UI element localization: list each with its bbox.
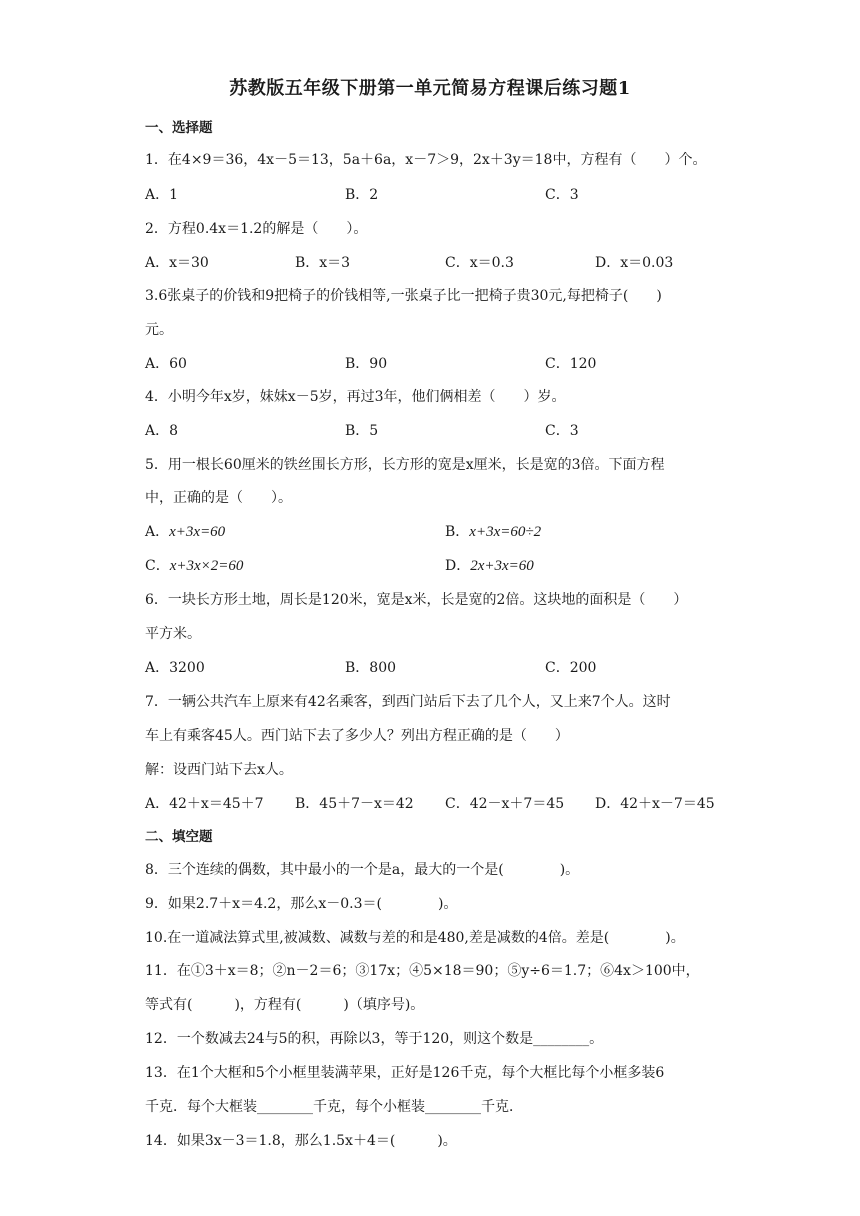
question-6-line-1: 6．一块长方形土地，周长是120米，宽是x米，长是宽的2倍。这块地的面积是（ ） xyxy=(145,592,688,608)
question-7-line-1: 7．一辆公共汽车上原来有42名乘客，到西门站后下去了几个人，又上来7个人。这时 xyxy=(145,694,671,710)
question-13-line-1: 13．在1个大框和5个小框里装满苹果，正好是126千克，每个大框比每个小框多装6 xyxy=(145,1065,665,1081)
q5-option-b xyxy=(445,522,541,542)
question-9: 9．如果2.7＋x＝4.2，那么x－0.3＝( )。 xyxy=(145,896,458,912)
q1-option-c: C．3 xyxy=(545,187,579,203)
q5-option-a-label: A． xyxy=(145,524,170,540)
q1-option-a: A．1 xyxy=(145,187,179,203)
q4-option-b: B．5 xyxy=(345,423,379,439)
q3-option-c: C．120 xyxy=(545,356,597,372)
q4-option-a: A．8 xyxy=(145,423,179,439)
q5-option-d xyxy=(445,556,534,576)
q5-option-c xyxy=(145,556,243,576)
q5-option-c-expression: x+3x×2=60 xyxy=(169,558,244,574)
question-11-line-1: 11．在①3＋x＝8；②n－2＝6；③17x；④5×18＝90；⑤y÷6＝1.7；⑥4x＞100中， xyxy=(145,963,700,979)
q5-option-c-label: C． xyxy=(145,558,170,574)
q7-option-a: A．42＋x＝45＋7 xyxy=(145,796,264,812)
q6-option-a: A．3200 xyxy=(145,660,205,676)
q2-option-c: C．x＝0.3 xyxy=(445,255,514,271)
question-7-solution-setup: 解：设西门站下去x人。 xyxy=(145,762,293,778)
question-5-line-2: 中，正确的是（ ）。 xyxy=(145,490,292,506)
q2-option-b: B．x＝3 xyxy=(295,255,351,271)
question-14: 14．如果3x－3＝1.8，那么1.5x＋4＝( )。 xyxy=(145,1133,457,1149)
q5-option-b-expression: x+3x=60÷2 xyxy=(469,524,542,540)
question-13-line-2: 千克．每个大框装________千克，每个小框装________千克． xyxy=(145,1099,523,1115)
q3-option-b: B．90 xyxy=(345,356,388,372)
q7-option-c: C．42－x＋7＝45 xyxy=(445,796,565,812)
q7-option-d: D．42＋x－7＝45 xyxy=(595,796,715,812)
q5-option-a-expression: x+3x=60 xyxy=(169,524,226,540)
q1-option-b: B．2 xyxy=(345,187,379,203)
question-2: 2．方程0.4x＝1.2的解是（ ）。 xyxy=(145,221,368,237)
question-10: 10.在一道减法算式里,被减数、减数与差的和是480,差是减数的4倍。差是( )。 xyxy=(145,930,685,946)
question-5-line-1: 5．用一根长60厘米的铁丝围长方形，长方形的宽是x厘米，长是宽的3倍。下面方程 xyxy=(145,457,665,473)
question-3-line-1: 3.6张桌子的价钱和9把椅子的价钱相等,一张桌子比一把椅子贵30元,每把椅子( ) xyxy=(145,288,662,304)
q5-option-a xyxy=(145,522,225,542)
question-6-line-2: 平方米。 xyxy=(145,626,201,642)
q7-option-b: B．45＋7－x＝42 xyxy=(295,796,414,812)
section-heading-choice: 一、选择题 xyxy=(145,120,213,136)
q5-option-d-expression: 2x+3x=60 xyxy=(470,558,534,574)
question-4: 4．小明今年x岁，妹妹x－5岁，再过3年，他们俩相差（ ）岁。 xyxy=(145,389,566,405)
page-title: 苏教版五年级下册第一单元简易方程课后练习题1 xyxy=(229,78,631,99)
question-1: 1．在4×9＝36，4x－5＝13，5a＋6a，x－7＞9，2x＋3y＝18中，方程有（ ）个。 xyxy=(145,152,707,168)
q6-option-b: B．800 xyxy=(345,660,397,676)
q5-option-d-label: D． xyxy=(445,558,471,574)
question-8: 8．三个连续的偶数，其中最小的一个是a，最大的一个是( )。 xyxy=(145,862,580,878)
question-7-line-2: 车上有乘客45人。西门站下去了多少人？列出方程正确的是（ ） xyxy=(145,728,569,744)
question-11-line-2: 等式有( )，方程有( )（填序号)。 xyxy=(145,997,425,1013)
question-12: 12．一个数减去24与5的积，再除以3，等于120，则这个数是________。 xyxy=(145,1031,604,1047)
q3-option-a: A．60 xyxy=(145,356,187,372)
q2-option-a: A．x＝30 xyxy=(145,255,209,271)
question-3-line-2: 元。 xyxy=(145,322,173,338)
section-heading-fill: 二、填空题 xyxy=(145,829,213,845)
q2-option-d: D．x＝0.03 xyxy=(595,255,674,271)
q6-option-c: C．200 xyxy=(545,660,597,676)
q4-option-c: C．3 xyxy=(545,423,579,439)
q5-option-b-label: B． xyxy=(445,524,470,540)
